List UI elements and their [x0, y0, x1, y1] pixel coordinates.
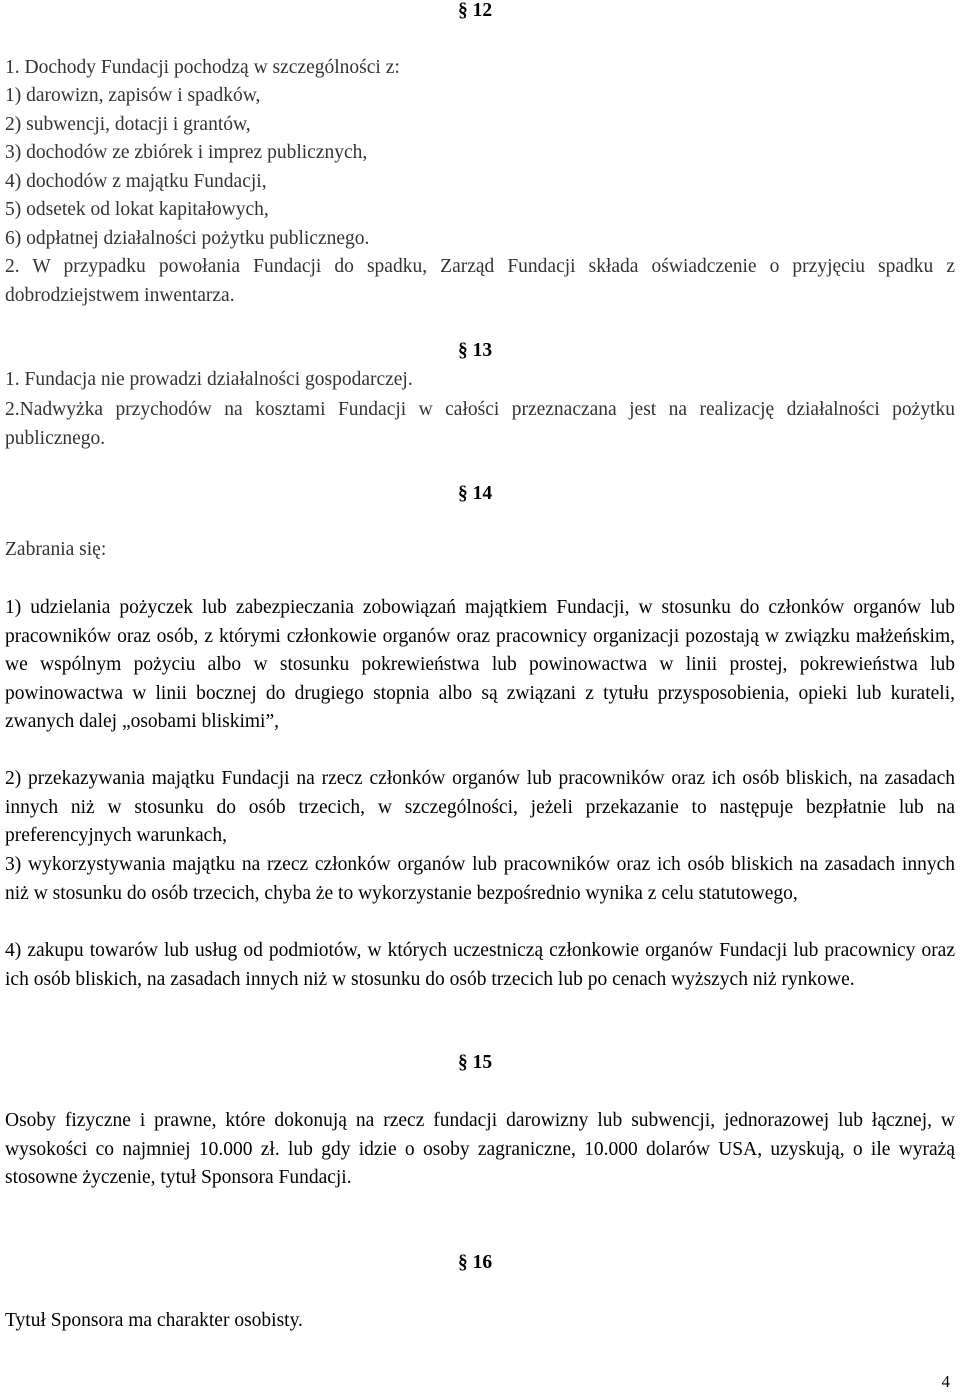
page-number: 4 — [941, 1372, 950, 1391]
section-15-text: Osoby fizyczne i prawne, które dokonują na rzecz fundacji darowizny lub subwencji, jednorazowej lub łącznej, w wysokości co najmniej 10.000 zł. lub gdy idzie o osoby zagraniczne, 10.000 dolarów USA, uzyskują, o ile wyrażą stosowne życzenie, tytuł Sponsora Fundacji. — [5, 1110, 955, 1188]
section-13-heading: § 13 — [458, 340, 493, 361]
section-14-item-2: 2) przekazywania majątku Fundacji na rzecz członków organów lub pracowników oraz ich osób bliskich, na zasadach innych niż w stosunku do osób trzecich, w szczególności, jeżeli przekazanie to następuje bezpłatnie lub na preferencyjnych warunkach, — [5, 768, 955, 846]
section-13-point-1: 1. Fundacja nie prowadzi działalności gospodarczej. — [5, 369, 413, 390]
list-item: 3) dochodów ze zbiórek i imprez publicznych, — [5, 142, 368, 163]
list-item: 6) odpłatnej działalności pożytku publicznego. — [5, 228, 370, 249]
section-12-point-2: 2. W przypadku powołania Fundacji do spadku, Zarząd Fundacji składa oświadczenie o przyjęciu spadku z dobrodziejstwem inwentarza. — [5, 256, 955, 306]
section-14-item-4: 4) zakupu towarów lub usług od podmiotów, w których uczestniczą członkowie organów Fundacji lub pracownicy oraz ich osób bliskich, na zasadach innych niż w stosunku do osób trzecich lub po cenach wyższych niż rynkowe. — [5, 940, 955, 990]
list-item: 4) dochodów z majątku Fundacji, — [5, 171, 267, 192]
section-12-intro: 1. Dochody Fundacji pochodzą w szczególności z: — [5, 57, 400, 78]
section-14-heading: § 14 — [458, 483, 493, 504]
list-item: 5) odsetek od lokat kapitałowych, — [5, 199, 269, 220]
list-item: 2) subwencji, dotacji i grantów, — [5, 114, 251, 135]
section-14-lead: Zabrania się: — [5, 539, 107, 560]
section-14-item-1: 1) udzielania pożyczek lub zabezpieczania zobowiązań majątkiem Fundacji, w stosunku do członków organów lub pracowników oraz osób, z którymi członkowie organów oraz pracownicy organizacji pozostają w związku małżeńskim, we wspólnym pożyciu albo w stosunku pokrewieństwa lub powinowactwa w linii prostej, pokrewieństwa lub powinowactwa w linii bocznej do drugiego stopnia albo są związani z tytułu przysposobienia, opieki lub kurateli, zwanych dalej „osobami bliskimi”, — [5, 597, 955, 732]
list-item: 1) darowizn, zapisów i spadków, — [5, 85, 261, 106]
section-14-item-3: 3) wykorzystywania majątku na rzecz członków organów lub pracowników oraz ich osób bliskich na zasadach innych niż w stosunku do osób trzecich, chyba że to wykorzystanie bezpośrednio wynika z celu statutowego, — [5, 854, 955, 904]
section-16-text: Tytuł Sponsora ma charakter osobisty. — [5, 1310, 303, 1331]
section-12-heading: § 12 — [458, 0, 493, 21]
section-13-point-2: 2.Nadwyżka przychodów na kosztami Fundacji w całości przeznaczana jest na realizację działalności pożytku publicznego. — [5, 399, 955, 449]
section-15-heading: § 15 — [458, 1052, 493, 1073]
section-16-heading: § 16 — [458, 1252, 493, 1273]
